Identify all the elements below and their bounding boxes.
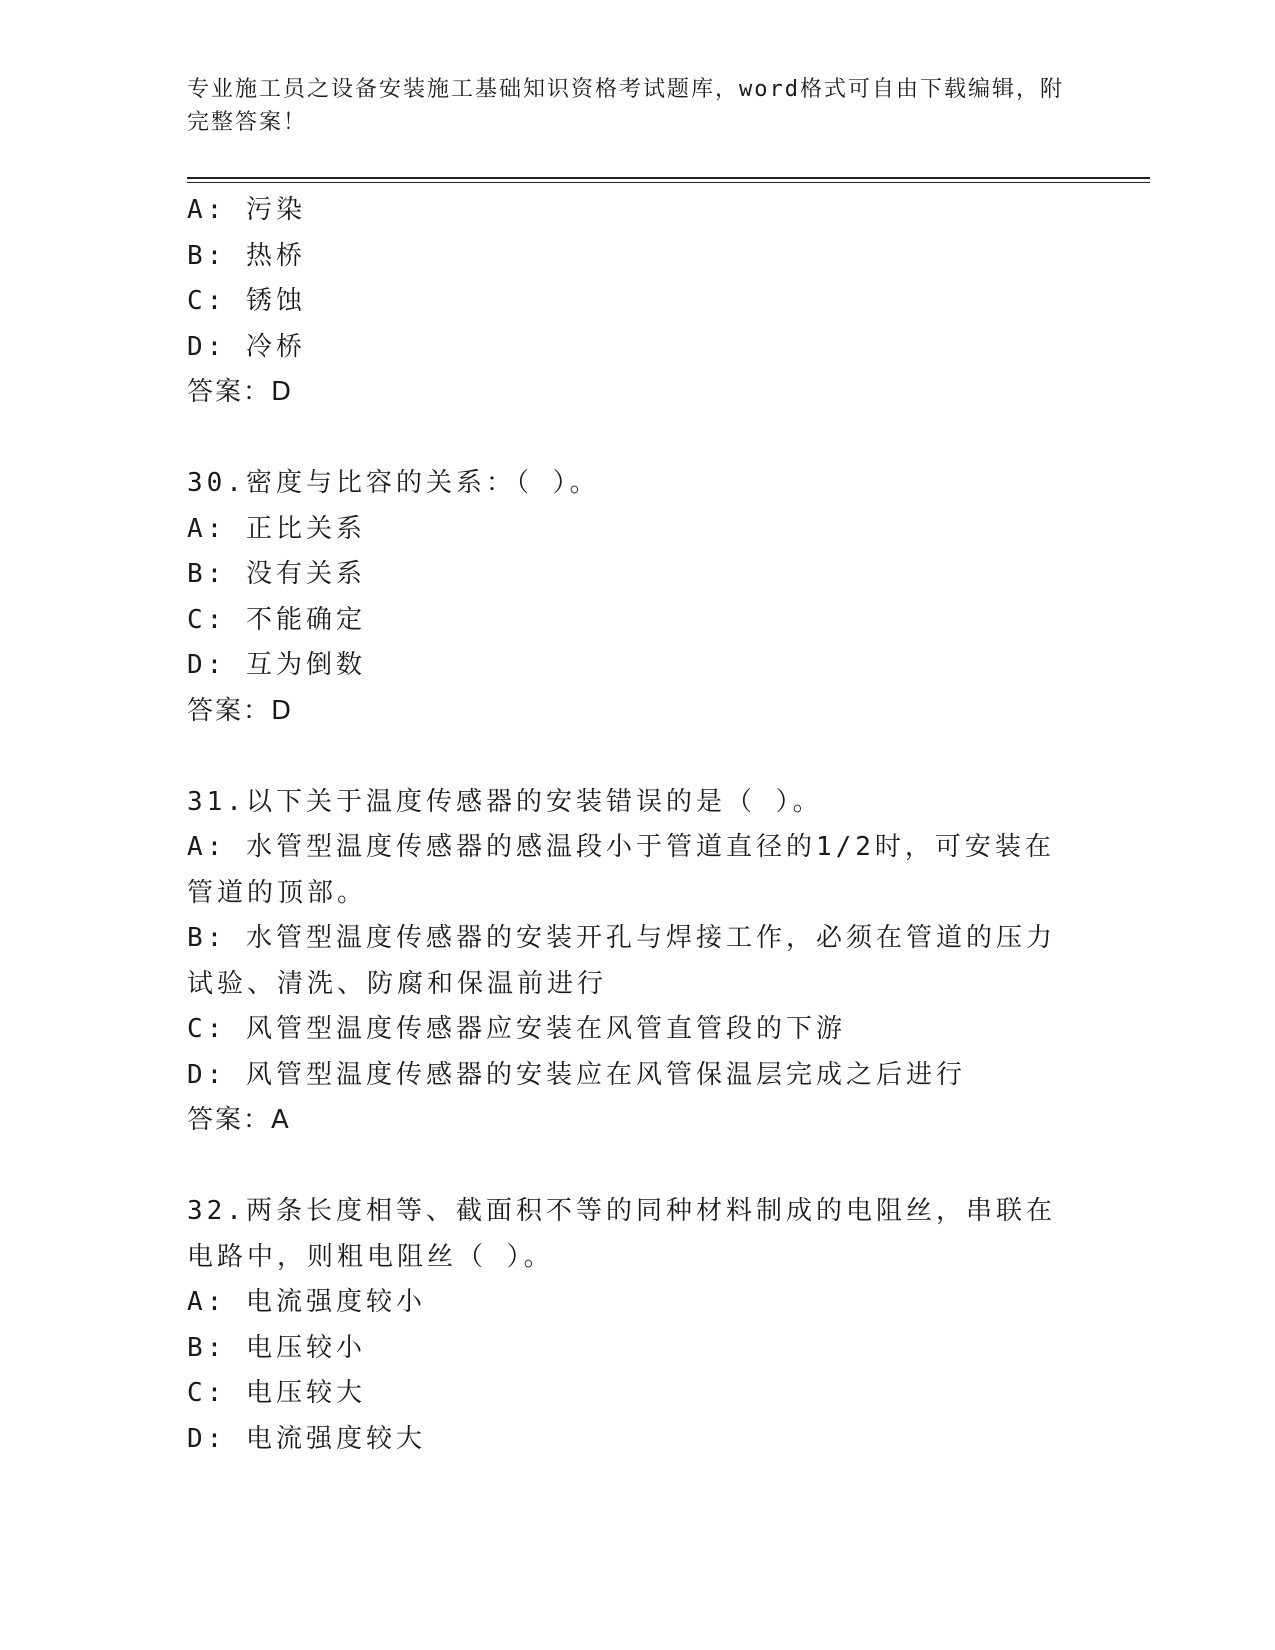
question-32-block	[187, 1189, 1067, 1462]
option-b: B: 没有关系	[187, 559, 366, 589]
answer-line: 答案：D	[187, 695, 294, 726]
question-content	[187, 188, 1067, 1462]
question-31-block	[187, 780, 1067, 1144]
option-b: B: 热桥	[187, 240, 306, 271]
question-stem: 30.密度与比容的关系：（ ）。	[187, 468, 600, 498]
option-c: C: 风管型温度传感器应安装在风管直管段的下游	[187, 1014, 846, 1044]
spacer	[187, 734, 1067, 780]
header-divider	[187, 177, 1150, 183]
option-b: B: 电压较小	[187, 1332, 366, 1363]
option-a: A: 电流强度较小	[187, 1287, 426, 1317]
answer-line: 答案：D	[187, 377, 294, 407]
option-c: C: 不能确定	[187, 604, 366, 635]
document-header: 专业施工员之设备安装施工基础知识资格考试题库，word格式可自由下载编辑，附完整答案！	[187, 77, 1064, 135]
option-d: D: 电流强度较大	[187, 1423, 426, 1454]
option-d: D: 互为倒数	[187, 650, 366, 680]
spacer	[187, 1144, 1067, 1190]
option-a: A: 污染	[187, 195, 306, 225]
question-stem: 31.以下关于温度传感器的安装错误的是（ ）。	[187, 786, 823, 817]
option-d: D: 风管型温度传感器的安装应在风管保温层完成之后进行	[187, 1059, 966, 1090]
option-b: B: 水管型温度传感器的安装开孔与焊接工作，必须在管道的压力试验、清洗、防腐和保温前进行	[187, 923, 1056, 999]
question-30-block	[187, 461, 1067, 734]
option-c: C: 电压较大	[187, 1378, 366, 1408]
option-c: C: 锈蚀	[187, 286, 306, 316]
option-d: D: 冷桥	[187, 331, 306, 362]
spacer	[187, 416, 1067, 462]
answer-line: 答案：A	[187, 1105, 291, 1135]
option-a: A: 水管型温度传感器的感温段小于管道直径的1/2时，可安装在管道的顶部。	[187, 832, 1055, 908]
question-stem: 32.两条长度相等、截面积不等的同种材料制成的电阻丝，串联在电路中，则粗电阻丝（ ）。	[187, 1196, 1056, 1272]
previous-question-block	[187, 188, 1067, 416]
option-a: A: 正比关系	[187, 513, 366, 544]
